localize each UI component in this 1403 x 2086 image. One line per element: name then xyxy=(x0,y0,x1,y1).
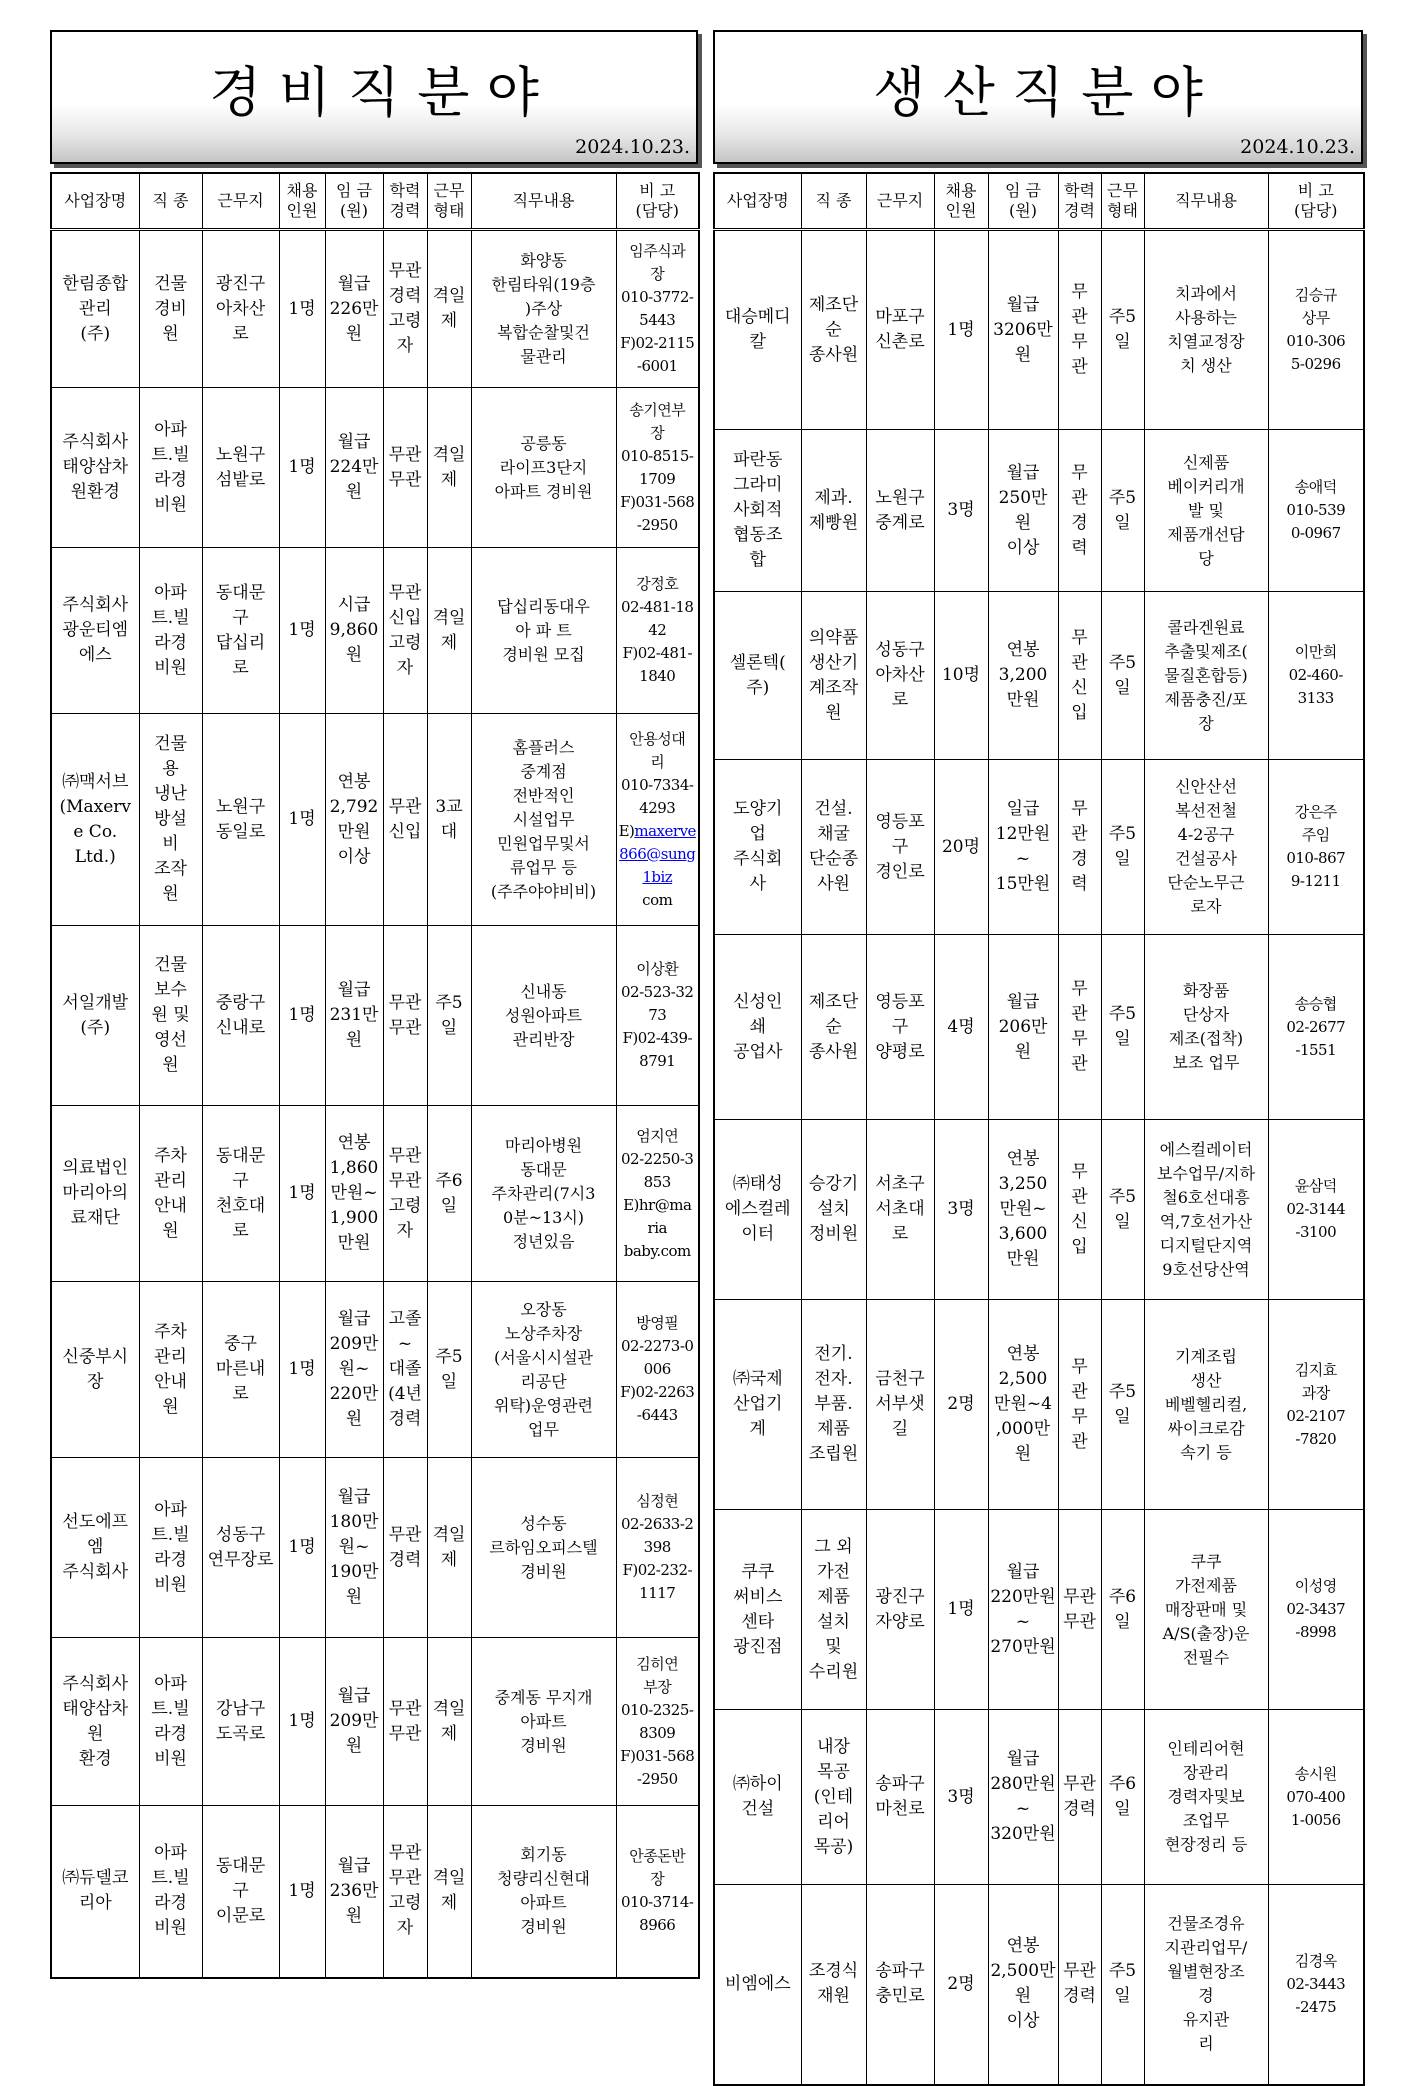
table-row xyxy=(714,1885,1364,2085)
column-header: 채용 인원 xyxy=(934,173,988,230)
hire-count-cell: 1명 xyxy=(279,548,325,714)
duty-cell: 회기동 청량리신현대 아파트 경비원 xyxy=(471,1806,616,1978)
panel-banner xyxy=(713,30,1363,164)
work-type-cell: 격일 제 xyxy=(427,548,471,714)
column-header: 근무지 xyxy=(866,173,934,230)
company-name-cell: 주식회사 태양삼차 원환경 xyxy=(51,388,139,548)
education-career-cell: 무관 무관 xyxy=(383,388,427,548)
table-row xyxy=(714,1120,1364,1300)
work-type-cell: 주5 일 xyxy=(1101,592,1144,760)
wage-cell: 연봉 2,500 만원~4 ,000만 원 xyxy=(988,1300,1058,1510)
job-type-cell: 건물 보수 원 및 영선 원 xyxy=(139,926,202,1106)
work-location-cell: 영등포 구 경인로 xyxy=(866,760,934,935)
table-row xyxy=(51,1458,699,1638)
job-type-cell: 내장 목공 (인테 리어 목공) xyxy=(801,1710,866,1885)
company-name-cell: 의료법인 마리아의 료재단 xyxy=(51,1106,139,1282)
column-header: 학력 경력 xyxy=(1058,173,1101,230)
contact-cell: 안용성대 리 010-7334- 4293 E)maxerve866@sung1biz com xyxy=(616,714,699,926)
education-career-cell: 무관 경력 xyxy=(383,1458,427,1638)
job-type-cell: 아파 트.빌 라경 비원 xyxy=(139,388,202,548)
company-name-cell: 한림종합 관리 (주) xyxy=(51,230,139,388)
contact-cell: 강정호 02-481-18 42 F)02-481- 1840 xyxy=(616,548,699,714)
column-header: 비 고 (담당) xyxy=(1268,173,1364,230)
security-jobs-table xyxy=(50,172,700,1979)
work-location-cell: 동대문 구 이문로 xyxy=(202,1806,279,1978)
column-header: 직 종 xyxy=(801,173,866,230)
duty-cell: 신제품 베이커리개 발 및 제품개선담 당 xyxy=(1144,430,1268,592)
work-type-cell: 주5일 xyxy=(427,926,471,1106)
job-type-cell: 제과. 제빵원 xyxy=(801,430,866,592)
company-name-cell: 대승메디 칼 xyxy=(714,230,801,430)
column-header: 비 고 (담당) xyxy=(616,173,699,230)
table-row xyxy=(714,760,1364,935)
hire-count-cell: 1명 xyxy=(279,230,325,388)
job-type-cell: 건설. 채굴 단순종 사원 xyxy=(801,760,866,935)
column-header: 사업장명 xyxy=(51,173,139,230)
hire-count-cell: 1명 xyxy=(279,388,325,548)
job-type-cell: 주차 관리 안내 원 xyxy=(139,1282,202,1458)
job-type-cell: 조경식 재원 xyxy=(801,1885,866,2085)
education-career-cell: 무관 신입 고령 자 xyxy=(383,548,427,714)
column-header: 채용 인원 xyxy=(279,173,325,230)
duty-cell: 답십리동대우 아 파 트 경비원 모집 xyxy=(471,548,616,714)
column-header: 근무지 xyxy=(202,173,279,230)
hire-count-cell: 1명 xyxy=(934,1510,988,1710)
contact-cell: 임주식과 장 010-3772- 5443 F)02-2115 -6001 xyxy=(616,230,699,388)
table-row xyxy=(714,1710,1364,1885)
contact-cell: 김지효 과장 02-2107 -7820 xyxy=(1268,1300,1364,1510)
education-career-cell: 무 관 무 관 xyxy=(1058,230,1101,430)
wage-cell: 월급 236만 원 xyxy=(325,1806,383,1978)
company-name-cell: ㈜국제 산업기 계 xyxy=(714,1300,801,1510)
education-career-cell: 무관 무관 고령 자 xyxy=(383,1806,427,1978)
duty-cell: 신안산선 복선전철 4-2공구 건설공사 단순노무근 로자 xyxy=(1144,760,1268,935)
work-location-cell: 송파구 마천로 xyxy=(866,1710,934,1885)
table-row xyxy=(714,230,1364,430)
duty-cell: 마리아병원 동대문 주차관리(7시3 0분~13시) 정년있음 xyxy=(471,1106,616,1282)
security-jobs-panel xyxy=(50,30,698,1939)
company-name-cell: ㈜하이 건설 xyxy=(714,1710,801,1885)
production-jobs-panel xyxy=(713,30,1363,2054)
job-type-cell: 그 외 가전 제품 설치 및 수리원 xyxy=(801,1510,866,1710)
table-row xyxy=(714,430,1364,592)
table-row xyxy=(51,548,699,714)
duty-cell: 인테리어현 장관리 경력자및보 조업무 현장정리 등 xyxy=(1144,1710,1268,1885)
wage-cell: 월급 206만 원 xyxy=(988,935,1058,1120)
work-type-cell: 격일 제 xyxy=(427,1638,471,1806)
duty-cell: 공릉동 라이프3단지 아파트 경비원 xyxy=(471,388,616,548)
hire-count-cell: 2명 xyxy=(934,1300,988,1510)
table-row xyxy=(51,926,699,1106)
column-header: 근무 형태 xyxy=(427,173,471,230)
wage-cell: 일급 12만원 ~ 15만원 xyxy=(988,760,1058,935)
job-type-cell: 아파 트.빌 라경 비원 xyxy=(139,1458,202,1638)
hire-count-cell: 10명 xyxy=(934,592,988,760)
duty-cell: 에스컬레이터 보수업무/지하 철6호선대흥 역,7호선가산 디지털단지역 9호선당산역 xyxy=(1144,1120,1268,1300)
wage-cell: 월급 280만원 ~ 320만원 xyxy=(988,1710,1058,1885)
duty-cell: 화장품 단상자 제조(접착) 보조 업무 xyxy=(1144,935,1268,1120)
table-row xyxy=(51,1806,699,1978)
hire-count-cell: 1명 xyxy=(279,714,325,926)
education-career-cell: 무관 무관 고령 자 xyxy=(383,1106,427,1282)
work-location-cell: 광진구 자양로 xyxy=(866,1510,934,1710)
contact-cell: 송애덕 010-539 0-0967 xyxy=(1268,430,1364,592)
work-location-cell: 금천구 서부샛 길 xyxy=(866,1300,934,1510)
work-location-cell: 영등포 구 양평로 xyxy=(866,935,934,1120)
hire-count-cell: 2명 xyxy=(934,1885,988,2085)
wage-cell: 연봉 3,200 만원 xyxy=(988,592,1058,760)
duty-cell: 신내동 성원아파트 관리반장 xyxy=(471,926,616,1106)
table-header-row xyxy=(51,173,699,230)
table-row xyxy=(51,230,699,388)
contact-cell: 이상환 02-523-32 73 F)02-439- 8791 xyxy=(616,926,699,1106)
hire-count-cell: 20명 xyxy=(934,760,988,935)
column-header: 임 금 (원) xyxy=(988,173,1058,230)
work-location-cell: 성동구 연무장로 xyxy=(202,1458,279,1638)
work-type-cell: 주6 일 xyxy=(1101,1710,1144,1885)
education-career-cell: 무관 신입 xyxy=(383,714,427,926)
job-type-cell: 주차 관리 안내 원 xyxy=(139,1106,202,1282)
work-location-cell: 성동구 아차산 로 xyxy=(866,592,934,760)
duty-cell: 콜라겐원료 추출및제조( 물질혼합등) 제품충진/포 장 xyxy=(1144,592,1268,760)
contact-cell: 안종돈반 장 010-3714- 8966 xyxy=(616,1806,699,1978)
column-header: 임 금 (원) xyxy=(325,173,383,230)
company-name-cell: 주식회사 태양삼차 원 환경 xyxy=(51,1638,139,1806)
work-type-cell: 주6 일 xyxy=(1101,1510,1144,1710)
wage-cell: 월급 220만원 ~ 270만원 xyxy=(988,1510,1058,1710)
duty-cell: 성수동 르하임오피스텔 경비원 xyxy=(471,1458,616,1638)
hire-count-cell: 1명 xyxy=(279,1638,325,1806)
company-name-cell: 서일개발 (주) xyxy=(51,926,139,1106)
work-type-cell: 3교대 xyxy=(427,714,471,926)
education-career-cell: 무 관 무 관 xyxy=(1058,1300,1101,1510)
education-career-cell: 무 관 신 입 xyxy=(1058,1120,1101,1300)
contact-cell: 이성영 02-3437 -8998 xyxy=(1268,1510,1364,1710)
work-location-cell: 노원구 동일로 xyxy=(202,714,279,926)
column-header: 직 종 xyxy=(139,173,202,230)
contact-cell: 김승규 상무 010-306 5-0296 xyxy=(1268,230,1364,430)
work-location-cell: 노원구 섬밭로 xyxy=(202,388,279,548)
wage-cell: 연봉 2,500만 원 이상 xyxy=(988,1885,1058,2085)
wage-cell: 연봉 3,250 만원~ 3,600 만원 xyxy=(988,1120,1058,1300)
job-type-cell: 아파 트.빌 라경 비원 xyxy=(139,548,202,714)
work-type-cell: 주5 일 xyxy=(1101,430,1144,592)
wage-cell: 월급 226만 원 xyxy=(325,230,383,388)
wage-cell: 월급 209만 원 xyxy=(325,1638,383,1806)
table-header-row xyxy=(714,173,1364,230)
contact-cell: 방영필 02-2273-0 006 F)02-2263 -6443 xyxy=(616,1282,699,1458)
work-type-cell: 주5일 xyxy=(427,1282,471,1458)
column-header: 근무 형태 xyxy=(1101,173,1144,230)
contact-cell: 송시원 070-400 1-0056 xyxy=(1268,1710,1364,1885)
table-row xyxy=(714,1510,1364,1710)
education-career-cell: 무 관 경 력 xyxy=(1058,430,1101,592)
hire-count-cell: 1명 xyxy=(279,1806,325,1978)
panel-date: 2024.10.23. xyxy=(575,136,690,158)
column-header: 직무내용 xyxy=(1144,173,1268,230)
work-type-cell: 주6일 xyxy=(427,1106,471,1282)
education-career-cell: 무관 무관 xyxy=(383,1638,427,1806)
job-type-cell: 의약품 생산기 계조작 원 xyxy=(801,592,866,760)
table-row xyxy=(51,714,699,926)
education-career-cell: 무관 무관 xyxy=(1058,1510,1101,1710)
job-type-cell: 아파 트.빌 라경 비원 xyxy=(139,1638,202,1806)
company-name-cell: 파란동 그라미 사회적 협동조 합 xyxy=(714,430,801,592)
work-location-cell: 중구 마른내 로 xyxy=(202,1282,279,1458)
hire-count-cell: 1명 xyxy=(279,1106,325,1282)
work-type-cell: 주5 일 xyxy=(1101,760,1144,935)
contact-cell: 김경옥 02-3443 -2475 xyxy=(1268,1885,1364,2085)
hire-count-cell: 3명 xyxy=(934,430,988,592)
production-jobs-table xyxy=(713,172,1365,2086)
company-name-cell: ㈜맥서브 (Maxerv e Co. Ltd.) xyxy=(51,714,139,926)
work-type-cell: 격일 제 xyxy=(427,1458,471,1638)
work-location-cell: 중랑구 신내로 xyxy=(202,926,279,1106)
wage-cell: 월급 231만 원 xyxy=(325,926,383,1106)
table-row xyxy=(51,1106,699,1282)
company-name-cell: 신중부시 장 xyxy=(51,1282,139,1458)
education-career-cell: 무관 경력 xyxy=(1058,1885,1101,2085)
panel-banner xyxy=(50,30,698,164)
work-location-cell: 송파구 충민로 xyxy=(866,1885,934,2085)
hire-count-cell: 3명 xyxy=(934,1120,988,1300)
wage-cell: 월급 3206만 원 xyxy=(988,230,1058,430)
hire-count-cell: 4명 xyxy=(934,935,988,1120)
job-type-cell: 건물 용 냉난 방설 비 조작 원 xyxy=(139,714,202,926)
work-type-cell: 주5 일 xyxy=(1101,1120,1144,1300)
work-type-cell: 주5 일 xyxy=(1101,230,1144,430)
work-location-cell: 광진구 아차산 로 xyxy=(202,230,279,388)
company-name-cell: 비엠에스 xyxy=(714,1885,801,2085)
contact-cell: 이만희 02-460- 3133 xyxy=(1268,592,1364,760)
contact-cell: 강은주 주임 010-867 9-1211 xyxy=(1268,760,1364,935)
wage-cell: 연봉 2,792 만원 이상 xyxy=(325,714,383,926)
wage-cell: 시급 9,860 원 xyxy=(325,548,383,714)
table-row xyxy=(714,592,1364,760)
hire-count-cell: 1명 xyxy=(279,1282,325,1458)
contact-cell: 엄지연 02-2250-3 853 E)hr@ma ria baby.com xyxy=(616,1106,699,1282)
work-type-cell: 주5 일 xyxy=(1101,1300,1144,1510)
hire-count-cell: 3명 xyxy=(934,1710,988,1885)
wage-cell: 월급 209만 원~ 220만 원 xyxy=(325,1282,383,1458)
column-header: 사업장명 xyxy=(714,173,801,230)
company-name-cell: 도양기 업 주식회 사 xyxy=(714,760,801,935)
company-name-cell: 셀론텍( 주) xyxy=(714,592,801,760)
work-type-cell: 격일 제 xyxy=(427,1806,471,1978)
job-type-cell: 전기. 전자. 부품. 제품 조립원 xyxy=(801,1300,866,1510)
contact-cell: 심정현 02-2633-2 398 F)02-232- 1117 xyxy=(616,1458,699,1638)
education-career-cell: 무 관 경 력 xyxy=(1058,760,1101,935)
work-type-cell: 주5 일 xyxy=(1101,1885,1144,2085)
education-career-cell: 무관 무관 xyxy=(383,926,427,1106)
work-type-cell: 격일 제 xyxy=(427,388,471,548)
work-location-cell: 강남구 도곡로 xyxy=(202,1638,279,1806)
company-name-cell: 신성인 쇄 공업사 xyxy=(714,935,801,1120)
education-career-cell: 무 관 무 관 xyxy=(1058,935,1101,1120)
company-name-cell: 쿠쿠 써비스 센타 광진점 xyxy=(714,1510,801,1710)
table-row xyxy=(714,1300,1364,1510)
wage-cell: 월급 180만 원~ 190만 원 xyxy=(325,1458,383,1638)
table-row xyxy=(51,1638,699,1806)
column-header: 직무내용 xyxy=(471,173,616,230)
work-type-cell: 주5 일 xyxy=(1101,935,1144,1120)
contact-cell: 송승협 02-2677 -1551 xyxy=(1268,935,1364,1120)
work-location-cell: 동대문 구 천호대 로 xyxy=(202,1106,279,1282)
duty-cell: 치과에서 사용하는 치열교정장 치 생산 xyxy=(1144,230,1268,430)
contact-cell: 김히연 부장 010-2325- 8309 F)031-568 -2950 xyxy=(616,1638,699,1806)
job-type-cell: 승강기 설치 정비원 xyxy=(801,1120,866,1300)
company-name-cell: 주식회사 광운티엠 에스 xyxy=(51,548,139,714)
duty-cell: 건물조경유 지관리업무/ 월별현장조 경 유지관 리 xyxy=(1144,1885,1268,2085)
duty-cell: 쿠쿠 가전제품 매장판매 및 A/S(출장)운 전필수 xyxy=(1144,1510,1268,1710)
hire-count-cell: 1명 xyxy=(279,1458,325,1638)
duty-cell: 오장동 노상주차장 (서울시시설관 리공단 위탁)운영관련 업무 xyxy=(471,1282,616,1458)
panel-title: 생 산 직 분 야 xyxy=(873,61,1203,124)
job-type-cell: 제조단 순 종사원 xyxy=(801,230,866,430)
job-type-cell: 제조단 순 종사원 xyxy=(801,935,866,1120)
hire-count-cell: 1명 xyxy=(934,230,988,430)
column-header: 학력 경력 xyxy=(383,173,427,230)
job-type-cell: 건물 경비 원 xyxy=(139,230,202,388)
company-name-cell: ㈜태성 에스컬레 이터 xyxy=(714,1120,801,1300)
contact-cell: 송기연부 장 010-8515- 1709 F)031-568 -2950 xyxy=(616,388,699,548)
table-row xyxy=(51,1282,699,1458)
company-name-cell: ㈜듀델코 리아 xyxy=(51,1806,139,1978)
work-location-cell: 동대문 구 답십리 로 xyxy=(202,548,279,714)
hire-count-cell: 1명 xyxy=(279,926,325,1106)
education-career-cell: 무관 경력 고령 자 xyxy=(383,230,427,388)
contact-cell: 윤삼덕 02-3144 -3100 xyxy=(1268,1120,1364,1300)
work-location-cell: 노원구 중계로 xyxy=(866,430,934,592)
duty-cell: 홈플러스 중계점 전반적인 시설업무 민원업무및서 류업무 등 (주주야야비비) xyxy=(471,714,616,926)
company-name-cell: 선도에프 엠 주식회사 xyxy=(51,1458,139,1638)
wage-cell: 월급 224만 원 xyxy=(325,388,383,548)
panel-date: 2024.10.23. xyxy=(1240,136,1355,158)
work-location-cell: 서초구 서초대 로 xyxy=(866,1120,934,1300)
panel-title: 경 비 직 분 야 xyxy=(209,61,539,124)
duty-cell: 기계조립 생산 베벨헬리컬, 싸이크로감 속기 등 xyxy=(1144,1300,1268,1510)
email-link[interactable]: maxerve866@sung1biz xyxy=(619,821,696,886)
table-row xyxy=(51,388,699,548)
table-row xyxy=(714,935,1364,1120)
education-career-cell: 고졸 ~ 대졸 (4년 경력 xyxy=(383,1282,427,1458)
duty-cell: 화양동 한림타워(19층 )주상 복합순찰및건 물관리 xyxy=(471,230,616,388)
duty-cell: 중계동 무지개 아파트 경비원 xyxy=(471,1638,616,1806)
job-type-cell: 아파 트.빌 라경 비원 xyxy=(139,1806,202,1978)
education-career-cell: 무 관 신 입 xyxy=(1058,592,1101,760)
education-career-cell: 무관 경력 xyxy=(1058,1710,1101,1885)
work-type-cell: 격일 제 xyxy=(427,230,471,388)
work-location-cell: 마포구 신촌로 xyxy=(866,230,934,430)
wage-cell: 월급 250만 원 이상 xyxy=(988,430,1058,592)
wage-cell: 연봉 1,860 만원~ 1,900 만원 xyxy=(325,1106,383,1282)
